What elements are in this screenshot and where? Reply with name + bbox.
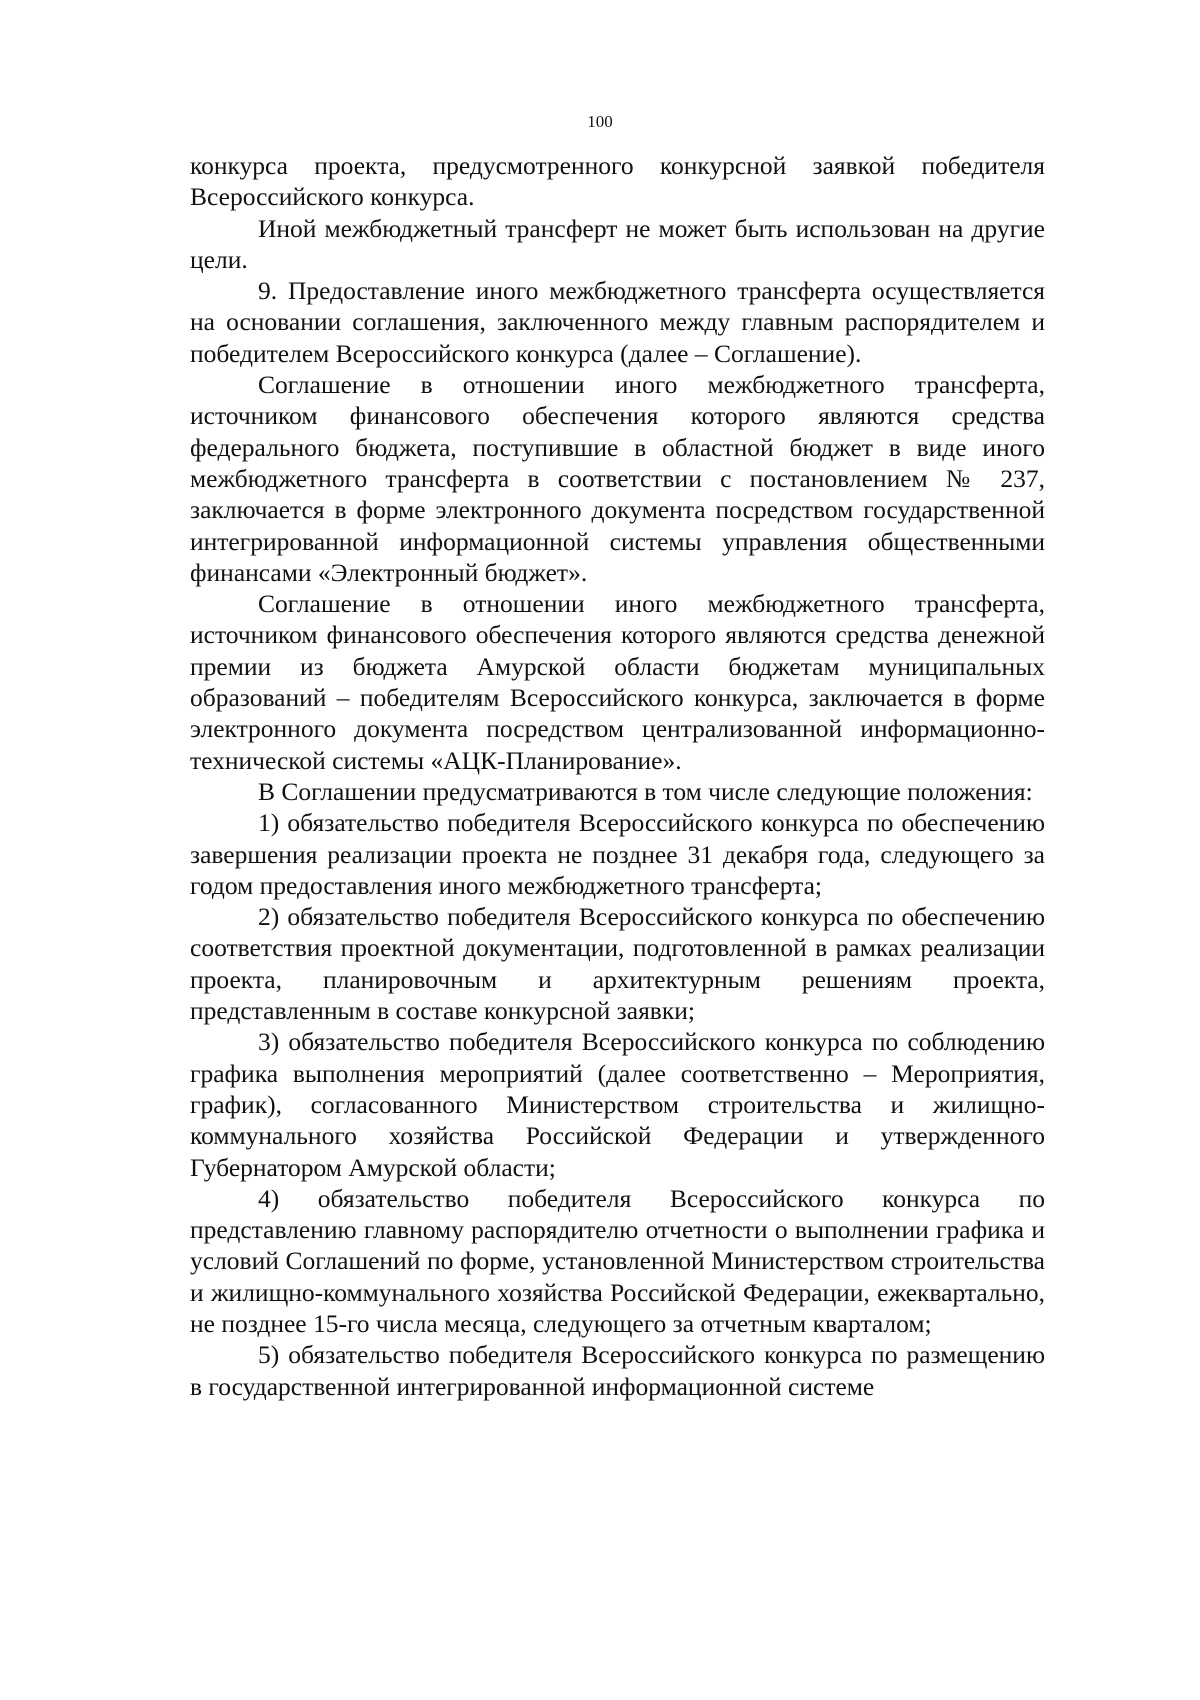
paragraph-continuation: конкурса проекта, предусмотренного конкурсной заявкой победителя Всероссийского конкурса.: [190, 151, 1045, 212]
page-number: 100: [587, 112, 613, 131]
paragraph-clause-9: 9. Предоставление иного межбюджетного трансферта осуществляется на основании соглашения, заключенного между главным распорядителем и победителем Всероссийского конкурса (далее – Соглашение).: [190, 276, 1045, 368]
list-item-2: 2) обязательство победителя Всероссийского конкурса по обеспечению соответствия проектной документации, подготовленной в рамках реализации проекта, планировочным и архитектурным решениям проекта, представленным в составе конкурсной заявки;: [190, 902, 1045, 1026]
list-item-3: 3) обязательство победителя Всероссийского конкурса по соблюдению графика выполнения мероприятий (далее соответственно – Мероприятия, график), согласованного Министерством строительства и жилищно-коммунального хозяйства Российской Федерации и утвержденного Губернатором Амурской области;: [190, 1027, 1045, 1182]
paragraph-agreement-regional: Соглашение в отношении иного межбюджетного трансферта, источником финансового обеспечения которого являются средства денежной премии из бюджета Амурской области бюджетам муниципальных образований – победителям Всероссийского конкурса, заключается в форме электронного документа посредством централизованной информационно-технической системы «АЦК-Планирование».: [190, 589, 1045, 775]
list-item-4: 4) обязательство победителя Всероссийского конкурса по представлению главному распорядителю отчетности о выполнении графика и условий Соглашений по форме, установленной Министерством строительства и жилищно-коммунального хозяйства Российской Федерации, ежеквартально, не позднее 15-го числа месяца, следующего за отчетным кварталом;: [190, 1183, 1045, 1338]
list-item-5: 5) обязательство победителя Всероссийского конкурса по размещению в государственной интегрированной информационной системе: [190, 1340, 1045, 1401]
paragraph-transfer-restriction: Иной межбюджетный трансферт не может быть использован на другие цели.: [190, 213, 1045, 274]
paragraph-agreement-federal: Соглашение в отношении иного межбюджетного трансферта, источником финансового обеспечения которого являются средства федерального бюджета, поступившие в областной бюджет в виде иного межбюджетного трансферта в соответствии с постановлением № 237, заключается в форме электронного документа посредством государственной интегрированной информационной системы управления общественными финансами «Электронный бюджет».: [190, 370, 1045, 587]
document-body: [190, 150, 1045, 1402]
list-item-1: 1) обязательство победителя Всероссийского конкурса по обеспечению завершения реализации проекта не позднее 31 декабря года, следующего за годом предоставления иного межбюджетного трансферта;: [190, 808, 1045, 900]
paragraph-agreement-provisions: В Соглашении предусматриваются в том числе следующие положения:: [258, 776, 1033, 806]
